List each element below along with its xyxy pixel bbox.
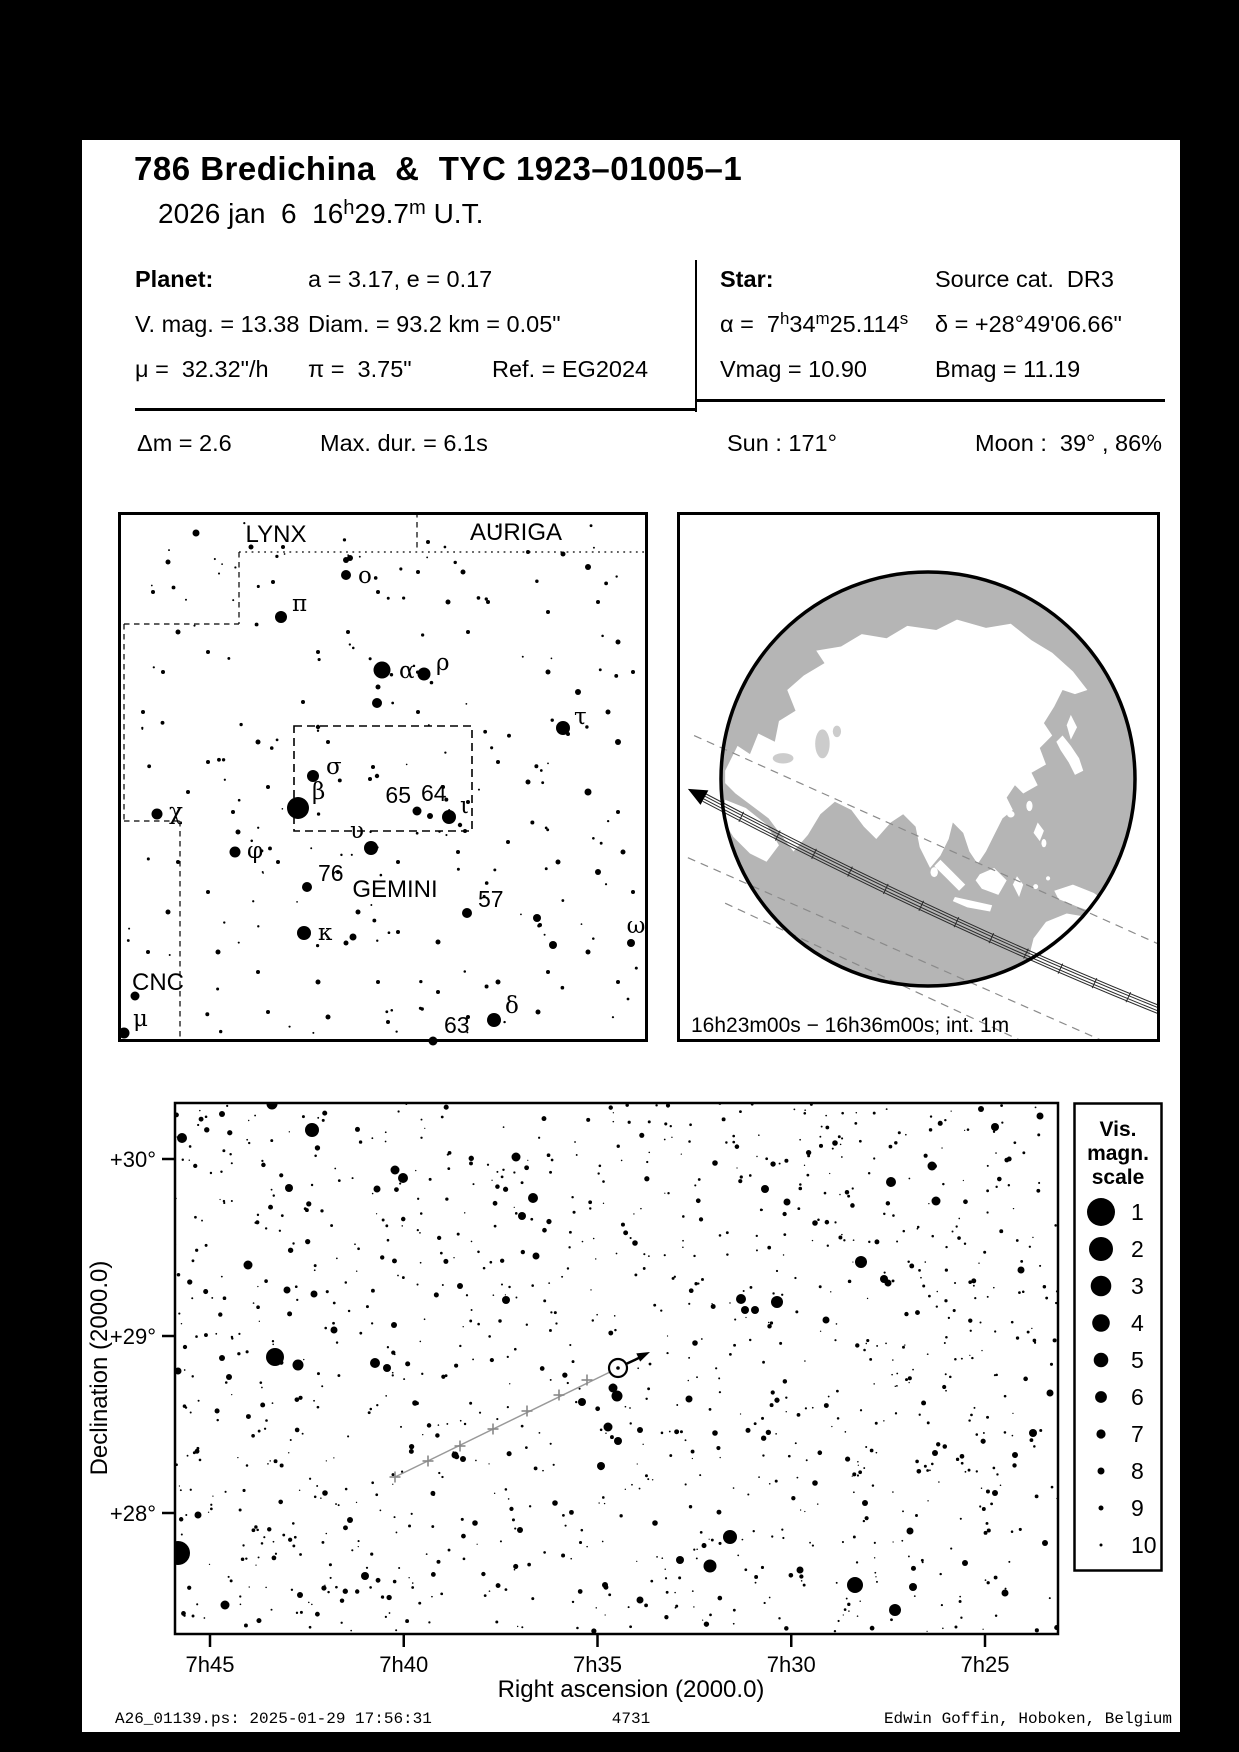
planet-mu: μ = 32.32"/h	[135, 356, 269, 382]
star-label: ι	[460, 793, 470, 819]
star-vmag: Vmag = 10.90	[720, 356, 867, 382]
date-min-sup: m	[409, 196, 426, 219]
legend-mag-dot	[1095, 1391, 1107, 1403]
earth-globe	[721, 572, 1135, 986]
star-label: μ	[133, 1006, 148, 1032]
star-source-cat: Source cat. DR3	[935, 266, 1114, 292]
legend-mag-dot	[1098, 1468, 1105, 1475]
constellation-finder-map	[118, 512, 648, 1042]
event-moon-info: Moon : 39° , 86%	[975, 430, 1163, 456]
star-label: ρ	[436, 650, 450, 676]
legend-mag-dot	[1099, 1506, 1104, 1511]
y-tick-label: +29°	[109, 1324, 156, 1349]
legend-mag-dot	[1094, 1353, 1109, 1368]
constellation-name: CNC	[132, 969, 184, 996]
planet-pi: π = 3.75"	[308, 356, 412, 382]
named-star	[374, 662, 391, 679]
star-label: σ	[326, 754, 342, 780]
event-delta-m: Δm = 2.6	[137, 430, 232, 456]
star-label: 64	[421, 780, 447, 806]
named-star	[152, 809, 163, 820]
ra-h-sup: h	[779, 309, 790, 329]
x-tick-label: 7h40	[379, 1652, 429, 1677]
star-label: ο	[358, 563, 372, 589]
star-label: δ	[505, 993, 519, 1019]
named-star	[418, 668, 431, 681]
planet-orbit: a = 3.17, e = 0.17	[308, 266, 493, 292]
named-star	[287, 797, 309, 819]
footer-filename: A26_01139.ps: 2025-01-29 17:56:31	[115, 1710, 432, 1728]
star-dec: δ = +28°49'06.66"	[935, 311, 1122, 337]
ra-text: α = 7	[720, 311, 780, 337]
legend-mag-dot	[1087, 1198, 1115, 1226]
event-max-duration: Max. dur. = 6.1s	[320, 430, 488, 456]
date-text: 2026 jan 6 16	[158, 198, 344, 229]
named-star	[364, 841, 378, 855]
named-star	[413, 807, 422, 816]
y-tick-label: +30°	[109, 1147, 156, 1172]
legend-mag-label: 9	[1131, 1495, 1144, 1521]
legend-mag-label: 8	[1131, 1458, 1144, 1484]
table-rule-left	[135, 408, 695, 411]
legend-mag-label: 10	[1131, 1532, 1157, 1558]
star-label: χ	[169, 799, 183, 825]
footer-author: Edwin Goffin, Hoboken, Belgium	[883, 1710, 1172, 1728]
report-page	[82, 140, 1180, 1732]
named-star	[119, 1028, 130, 1039]
x-tick-label: 7h25	[960, 1652, 1010, 1677]
y-tick-label: +28°	[109, 1501, 156, 1526]
legend-mag-label: 4	[1131, 1310, 1144, 1336]
event-datetime	[158, 198, 483, 230]
legend-mag-label: 2	[1131, 1236, 1144, 1262]
named-star	[556, 721, 570, 735]
ra-sec: 25.114	[829, 311, 900, 337]
named-star	[297, 926, 311, 940]
ra-s-sup: s	[899, 309, 909, 329]
legend-mag-label: 7	[1131, 1421, 1144, 1447]
date-suffix: U.T.	[425, 198, 484, 229]
star-label: φ	[247, 838, 264, 864]
legend-mag-dot	[1089, 1237, 1113, 1261]
legend-title-line: magn.	[1087, 1142, 1149, 1165]
legend-title-line: scale	[1091, 1166, 1145, 1189]
legend-title-line: Vis.	[1099, 1118, 1137, 1141]
date-min: 29.7	[354, 198, 409, 229]
star-bmag: Bmag = 11.19	[935, 356, 1081, 382]
star-field	[166, 1099, 1059, 1635]
constellation-name: AURIGA	[469, 519, 563, 546]
planet-ref: Ref. = EG2024	[492, 356, 649, 382]
legend-mag-label: 5	[1131, 1347, 1144, 1373]
ra-m-sup: m	[815, 309, 830, 329]
legend-mag-label: 1	[1131, 1199, 1144, 1225]
footer-page-number: 4731	[611, 1710, 651, 1728]
planet-section-label: Planet:	[135, 266, 214, 292]
x-axis-title: Right ascension (2000.0)	[497, 1676, 765, 1703]
star-label: ω	[626, 913, 646, 939]
star-label: 57	[478, 886, 504, 912]
legend-mag-label: 3	[1131, 1273, 1144, 1299]
earth-occultation-path-map	[677, 512, 1160, 1042]
star-section-label: Star:	[720, 266, 774, 292]
star-label: α	[399, 658, 415, 684]
named-star	[341, 570, 351, 580]
named-star	[627, 939, 635, 947]
planet-diam: Diam. = 93.2 km = 0.05"	[308, 311, 561, 337]
star-label: υ	[350, 818, 364, 844]
legend-mag-label: 6	[1131, 1384, 1144, 1410]
detailed-star-chart	[82, 1040, 1180, 1700]
date-hour-sup: h	[343, 196, 355, 219]
event-sun-elongation: Sun : 171°	[727, 430, 838, 456]
ra-min: 34	[789, 311, 816, 337]
y-axis-title: Declination (2000.0)	[86, 1260, 113, 1476]
star-ra	[720, 311, 908, 338]
table-divider	[695, 260, 697, 412]
star-label: κ	[318, 920, 333, 946]
star-label: 63	[444, 1012, 470, 1038]
legend-mag-dot	[1100, 1544, 1103, 1547]
table-rule-right	[695, 399, 1165, 402]
globe-caption: 16h23m00s − 16h36m00s; int. 1m	[691, 1014, 1010, 1037]
magnitude-scale-legend	[1073, 1102, 1163, 1572]
legend-mag-dot	[1096, 1429, 1105, 1438]
x-tick-label: 7h45	[185, 1652, 235, 1677]
legend-mag-dot	[1092, 1314, 1110, 1332]
named-star	[275, 611, 287, 623]
star-label: 76	[318, 860, 344, 886]
star-label: τ	[574, 704, 587, 730]
x-tick-label: 7h30	[766, 1652, 816, 1677]
legend-mag-dot	[1091, 1276, 1112, 1297]
star-label: 65	[385, 782, 411, 808]
page-title: 786 Bredichina & TYC 1923–01005–1	[134, 150, 743, 187]
constellation-name: GEMINI	[352, 876, 438, 903]
named-star	[302, 882, 312, 892]
named-star	[230, 847, 241, 858]
x-tick-label: 7h35	[573, 1652, 622, 1677]
constellation-name: LYNX	[245, 521, 307, 548]
named-star	[442, 810, 456, 824]
named-star	[427, 813, 433, 819]
named-star	[487, 1013, 501, 1027]
star-label: π	[292, 591, 308, 617]
star-label: β	[312, 779, 326, 805]
named-star	[462, 908, 472, 918]
planet-vmag: V. mag. = 13.38	[135, 311, 300, 337]
